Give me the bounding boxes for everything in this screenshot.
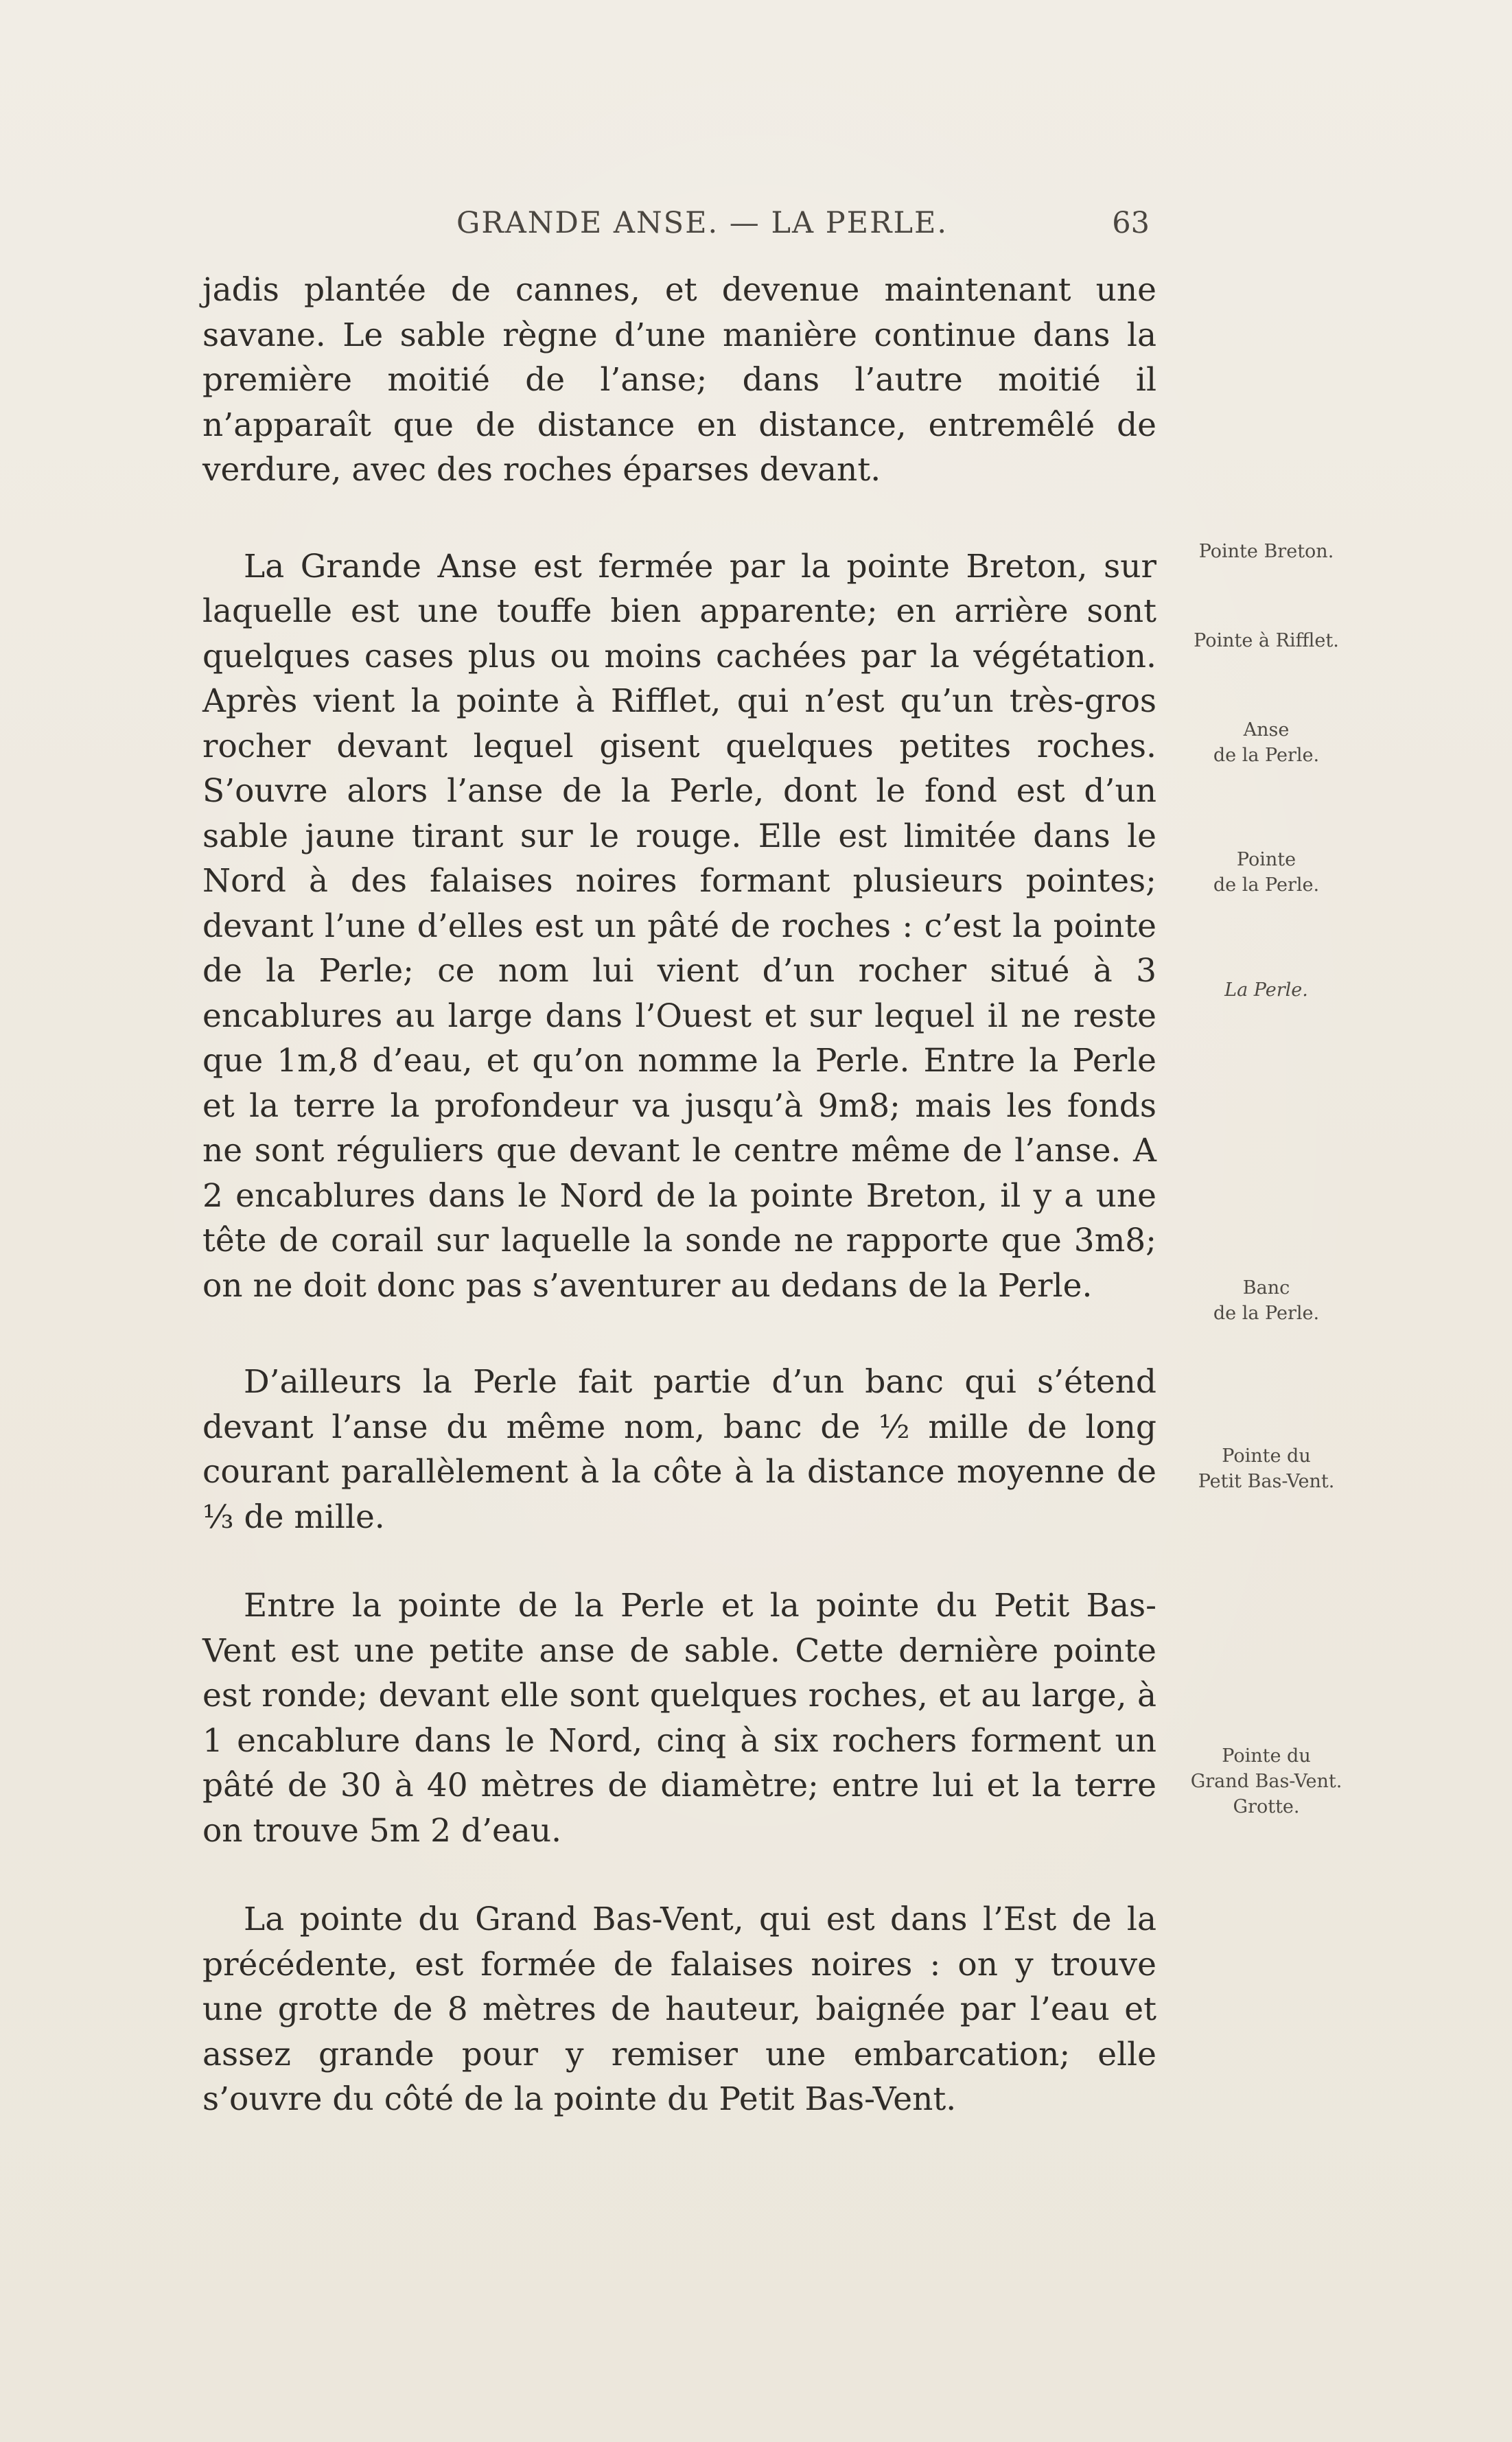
margin-note-line: Petit Bas-Vent. <box>1198 1471 1335 1492</box>
margin-note-line: La Perle. <box>1224 979 1308 1001</box>
margin-note-line: de la Perle. <box>1213 745 1320 766</box>
page-header <box>202 206 1150 247</box>
margin-note-line: Pointe à Rifflet. <box>1194 630 1339 651</box>
paragraph-grand-bas-vent: La pointe du Grand Bas-Vent, qui est dans l’Est de la précédente, est formée de falaises noires : on y trouve une grotte de 8 mètres de hauteur, baignée par l’eau et assez grande pour y remiser une embarcation; elle s’ouvre du côté de la pointe du Petit Bas-Vent. <box>202 1900 1156 2118</box>
running-head: GRANDE ANSE. — LA PERLE. <box>456 206 949 240</box>
paragraph-grande-anse: La Grande Anse est fermée par la pointe Breton, sur laquelle est une touffe bien apparente; en arrière sont quelques cases plus ou moins cachées par la végétation. Après vient la pointe à Rifflet, qui n’est qu’un très-gros rocher devant lequel gisent quelques petites roches. S’ouvre alors l’anse de la Perle, dont le fond est d’un sable jaune tirant sur le rouge. Elle est limitée dans le Nord à des falaises noires formant plusieurs pointes; devant l’une d’elles est un pâté de roches : c’est la pointe de la Perle; ce nom lui vient d’un rocher situé à 3 encablures au large dans l’Ouest et sur lequel il ne reste que 1m,8 d’eau, et qu’on nomme la Perle. Entre la Perle et la terre la profondeur va jusqu’à 9m8; mais les fonds ne sont réguliers que devant le centre même de l’anse. A 2 encablures dans le Nord de la pointe Breton, il y a une tête de corail sur laquelle la sonde ne rapporte que 3m8; on ne doit donc pas s’aventurer au dedans de la Perle. <box>202 547 1156 1305</box>
margin-note-la-perle <box>1177 977 1356 1003</box>
paragraph-banc: D’ailleurs la Perle fait partie d’un banc qui s’étend devant l’anse du même nom, banc de ½ mille de long courant parallèlement à la côte à la distance moyenne de ⅓ de mille. <box>202 1363 1156 1536</box>
margin-note-banc-perle <box>1177 1275 1356 1326</box>
margin-note-pointe-perle <box>1177 847 1356 898</box>
margin-note-line: Grotte. <box>1233 1796 1300 1817</box>
margin-note-pointe-petit-bas-vent <box>1177 1443 1356 1494</box>
margin-note-line: Pointe Breton. <box>1198 541 1334 562</box>
margin-note-pointe-grand-bas-vent <box>1177 1743 1356 1819</box>
margin-note-pointe-rifflet <box>1177 628 1356 653</box>
margin-note-line: Grand Bas-Vent. <box>1190 1771 1342 1792</box>
margin-note-line: Pointe du <box>1222 1445 1311 1467</box>
margin-note-line: de la Perle. <box>1213 1303 1320 1324</box>
page-number: 63 <box>1112 206 1150 240</box>
main-text <box>202 268 1156 2122</box>
margin-note-line: Pointe du <box>1222 1745 1311 1767</box>
paragraph-savane: jadis plantée de cannes, et devenue maintenant une savane. Le sable règne d’une manière continue dans la première moitié de l’anse; dans l’autre moitié il n’apparaît que de distance en distance, entremêlé de verdure, avec des roches éparses devant. <box>202 271 1156 489</box>
margin-note-line: Anse <box>1243 719 1290 741</box>
margin-note-pointe-breton <box>1177 539 1356 564</box>
paragraph-petit-bas-vent: Entre la pointe de la Perle et la pointe du Petit Bas-Vent est une petite anse de sable. Cette dernière pointe est ronde; devant elle sont quelques roches, et au large, à 1 encablure dans le Nord, cinq à six rochers forment un pâté de 30 à 40 mètres de diamètre; entre lui et la terre on trouve 5m 2 d’eau. <box>202 1587 1156 1850</box>
margin-note-line: Banc <box>1242 1277 1290 1299</box>
margin-note-anse-perle <box>1177 717 1356 768</box>
margin-note-line: de la Perle. <box>1213 874 1320 896</box>
margin-note-line: Pointe <box>1236 849 1296 870</box>
